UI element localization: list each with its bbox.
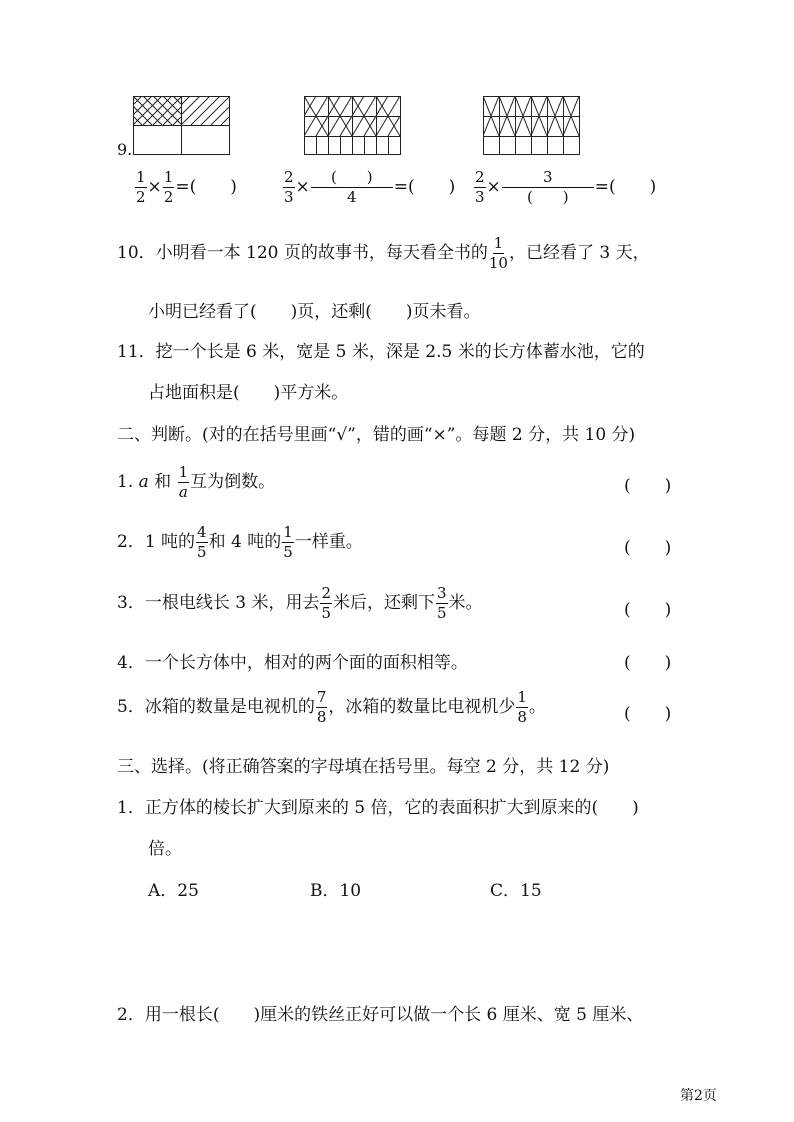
frac-den: 8: [517, 708, 527, 726]
frac-den: 10: [488, 254, 508, 272]
frac-den: 3: [475, 188, 485, 206]
answer-blank[interactable]: =( ): [594, 177, 657, 197]
frac-den: 4: [347, 188, 357, 206]
answer-paren[interactable]: ( ): [624, 538, 672, 558]
item-text: 1.: [117, 472, 139, 492]
frac-num: 1: [136, 168, 146, 186]
q9-expression-1: [134, 170, 237, 205]
item-text: 一样重。: [294, 532, 363, 552]
answer-paren[interactable]: ( ): [624, 600, 672, 620]
item-text: 。: [528, 697, 546, 717]
item-text: 米后，还剩下: [333, 593, 435, 613]
answer-paren[interactable]: ( ): [624, 476, 672, 496]
judge-item-4: 4．一个长方体中，相对的两个面的面积相等。: [117, 653, 468, 673]
frac-num: 2: [475, 168, 485, 186]
frac-den: 2: [136, 188, 146, 206]
fraction-figure-3: [483, 96, 581, 156]
page-number: 第2页: [680, 1088, 717, 1104]
question-9-number: 9.: [117, 140, 133, 159]
item-text: 2．1 吨的: [117, 532, 196, 552]
frac-num: 2: [321, 584, 331, 602]
question-10-line-2: 小明已经看了( )页，还剩( )页未看。: [148, 302, 481, 322]
item-text: 和 4 吨的: [208, 532, 282, 552]
answer-blank[interactable]: =( ): [175, 177, 237, 197]
section-2-title: 二、判断。(对的在括号里画“√”，错的画“×”。每题 2 分，共 10 分): [117, 425, 636, 445]
frac-den: 3: [284, 188, 294, 206]
judge-item-3: [117, 586, 483, 621]
item-text: 和: [148, 472, 177, 492]
answer-blank[interactable]: =( ): [393, 177, 456, 197]
frac-num: 3: [502, 170, 594, 188]
question-11-line-2: 占地面积是( )平方米。: [148, 383, 349, 403]
frac-num: 1: [283, 523, 293, 541]
frac-num: 3: [437, 584, 447, 602]
option-b[interactable]: B．10: [310, 881, 362, 901]
frac-num-blank[interactable]: ( ): [311, 170, 393, 188]
frac-den: 8: [316, 708, 327, 726]
question-10-line-1: [117, 236, 650, 271]
frac-num: 1: [517, 688, 527, 706]
choice-q2-line-1: 2．用一根长( )厘米的铁丝正好可以做一个长 6 厘米、宽 5 厘米、: [117, 1005, 644, 1025]
section-3-title: 三、选择。(将正确答案的字母填在括号里。每空 2 分，共 12 分): [117, 757, 610, 777]
frac-num: 4: [197, 523, 207, 541]
judge-item-1: [117, 465, 275, 500]
times-sign: ×: [147, 177, 162, 197]
frac-den: 5: [437, 604, 447, 622]
frac-den: 2: [163, 188, 174, 206]
judge-item-5: [117, 690, 546, 725]
frac-den: 5: [321, 604, 331, 622]
fraction-figure-2: [304, 96, 402, 156]
frac-den: 5: [283, 543, 293, 561]
item-text: 5．冰箱的数量是电视机的: [117, 697, 315, 717]
item-text: 互为倒数。: [190, 472, 276, 492]
option-a[interactable]: A．25: [148, 881, 199, 901]
answer-paren[interactable]: ( ): [624, 653, 672, 673]
times-sign: ×: [295, 177, 310, 197]
item-text: 米。: [448, 593, 483, 613]
question-text: ，已经看了 3 天，: [508, 243, 650, 263]
q9-expression-3: [473, 170, 656, 205]
choice-q1-line-1: 1．正方体的棱长扩大到原来的 5 倍，它的表面积扩大到原来的( ): [117, 798, 639, 818]
variable-a: a: [138, 472, 149, 492]
frac-den-blank[interactable]: ( ): [526, 188, 569, 206]
option-c[interactable]: C．15: [490, 881, 542, 901]
answer-paren[interactable]: ( ): [624, 704, 672, 724]
question-text: 10．小明看一本 120 页的故事书，每天看全书的: [117, 243, 488, 263]
frac-num: 1: [163, 168, 174, 186]
frac-den: 5: [197, 543, 207, 561]
frac-num: 7: [316, 688, 327, 706]
times-sign: ×: [486, 177, 501, 197]
q9-expression-2: [282, 170, 455, 205]
choice-q1-line-2: 倍。: [148, 839, 182, 859]
frac-den: a: [178, 483, 188, 501]
frac-num: 2: [284, 168, 294, 186]
item-text: ，冰箱的数量比电视机少: [328, 697, 516, 717]
item-text: 3．一根电线长 3 米，用去: [117, 593, 320, 613]
frac-num: 1: [493, 234, 504, 252]
fraction-figure-1: [133, 96, 231, 156]
judge-item-2: [117, 525, 363, 560]
question-11-line-1: 11．挖一个长是 6 米，宽是 5 米，深是 2.5 米的长方体蓄水池，它的: [117, 342, 645, 362]
frac-num: 1: [178, 463, 189, 481]
